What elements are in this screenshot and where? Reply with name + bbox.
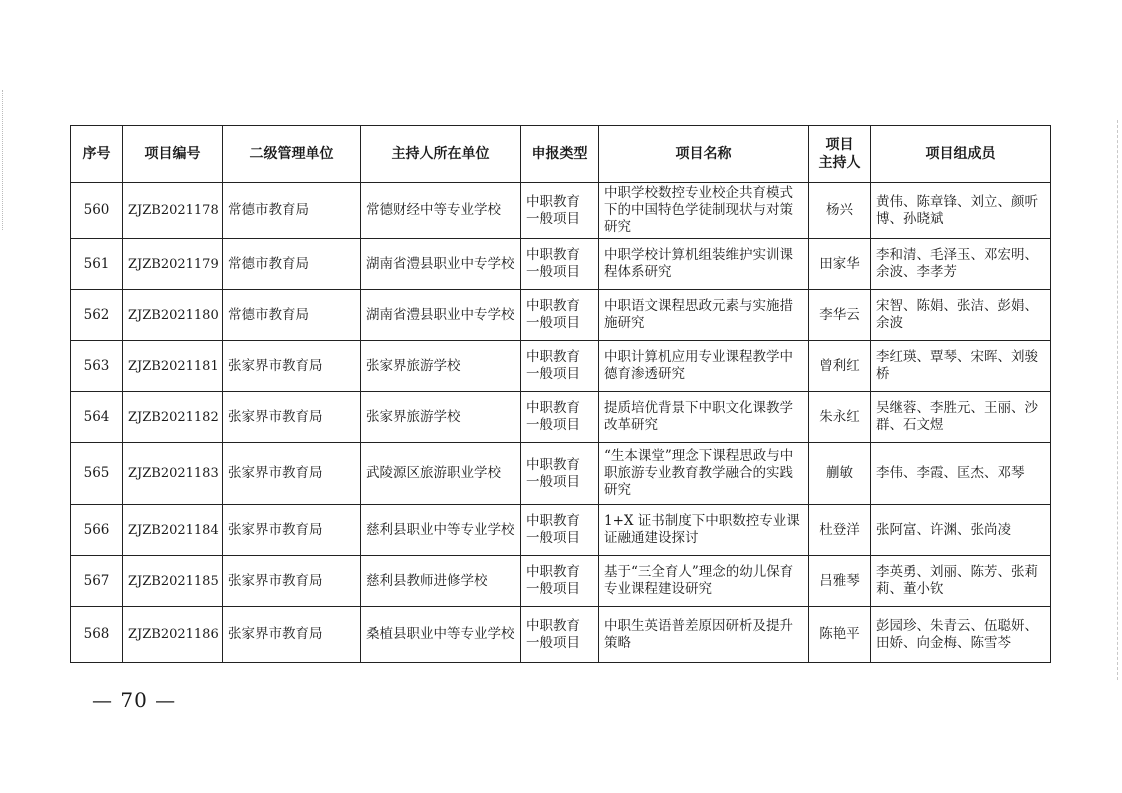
cell-seq: 566	[71, 505, 123, 556]
cell-org: 桑植县职业中等专业学校	[361, 607, 521, 663]
header-type: 申报类型	[521, 126, 599, 183]
cell-unit: 常德市教育局	[223, 239, 361, 290]
cell-code: ZJZB2021184	[123, 505, 223, 556]
cell-code: ZJZB2021182	[123, 392, 223, 443]
header-host-line1: 项目	[825, 137, 854, 153]
cell-code: ZJZB2021186	[123, 607, 223, 663]
cell-seq: 567	[71, 556, 123, 607]
cell-unit: 张家界市教育局	[223, 341, 361, 392]
cell-host: 杜登洋	[809, 505, 871, 556]
table-row	[71, 239, 1051, 290]
cell-type: 中职教育一般项目	[521, 392, 599, 443]
cell-members: 李英勇、刘丽、陈芳、张莉莉、董小钦	[871, 556, 1051, 607]
cell-org: 慈利县职业中等专业学校	[361, 505, 521, 556]
cell-members: 张阿富、许渊、张尚凌	[871, 505, 1051, 556]
table-row	[71, 505, 1051, 556]
cell-name: 中职生英语普差原因研析及提升策略	[599, 607, 809, 663]
cell-name: 1+X 证书制度下中职数控专业课证融通建设探讨	[599, 505, 809, 556]
cell-unit: 张家界市教育局	[223, 392, 361, 443]
cell-type: 中职教育一般项目	[521, 183, 599, 239]
cell-seq: 562	[71, 290, 123, 341]
header-org: 主持人所在单位	[361, 126, 521, 183]
cell-unit: 张家界市教育局	[223, 607, 361, 663]
scan-edge-mark	[1107, 120, 1118, 680]
cell-name: 中职计算机应用专业课程教学中德育渗透研究	[599, 341, 809, 392]
cell-name: 中职学校数控专业校企共育模式下的中国特色学徒制现状与对策研究	[599, 183, 809, 239]
cell-name: 中职学校计算机组装维护实训课程体系研究	[599, 239, 809, 290]
cell-org: 湖南省澧县职业中专学校	[361, 239, 521, 290]
cell-type: 中职教育一般项目	[521, 239, 599, 290]
project-table	[70, 125, 1051, 663]
cell-members: 吴继蓉、李胜元、王丽、沙群、石文煜	[871, 392, 1051, 443]
table-row	[71, 183, 1051, 239]
header-name: 项目名称	[599, 126, 809, 183]
cell-code: ZJZB2021183	[123, 443, 223, 505]
cell-unit: 常德市教育局	[223, 290, 361, 341]
cell-code: ZJZB2021180	[123, 290, 223, 341]
cell-host: 曾利红	[809, 341, 871, 392]
cell-host: 吕雅琴	[809, 556, 871, 607]
table-row	[71, 607, 1051, 663]
cell-host: 田家华	[809, 239, 871, 290]
cell-code: ZJZB2021181	[123, 341, 223, 392]
cell-members: 李和清、毛泽玉、邓宏明、余波、李孝芳	[871, 239, 1051, 290]
table-row	[71, 556, 1051, 607]
cell-type: 中职教育一般项目	[521, 443, 599, 505]
binding-margin-mark	[2, 90, 6, 230]
cell-host: 陈艳平	[809, 607, 871, 663]
cell-host: 杨兴	[809, 183, 871, 239]
cell-code: ZJZB2021178	[123, 183, 223, 239]
cell-members: 宋智、陈娟、张洁、彭娟、余波	[871, 290, 1051, 341]
cell-type: 中职教育一般项目	[521, 290, 599, 341]
table-header-row	[71, 126, 1051, 183]
cell-name: 中职语文课程思政元素与实施措施研究	[599, 290, 809, 341]
cell-members: 黄伟、陈章锋、刘立、颜听博、孙晓斌	[871, 183, 1051, 239]
cell-org: 张家界旅游学校	[361, 341, 521, 392]
cell-unit: 常德市教育局	[223, 183, 361, 239]
cell-code: ZJZB2021185	[123, 556, 223, 607]
cell-unit: 张家界市教育局	[223, 443, 361, 505]
cell-unit: 张家界市教育局	[223, 505, 361, 556]
header-host-line2: 主持人	[818, 155, 861, 171]
page-number: — 70 —	[92, 688, 177, 712]
table-row	[71, 392, 1051, 443]
cell-type: 中职教育一般项目	[521, 607, 599, 663]
header-code: 项目编号	[123, 126, 223, 183]
cell-host: 李华云	[809, 290, 871, 341]
cell-members: 李伟、李霞、匡杰、邓琴	[871, 443, 1051, 505]
cell-members: 彭园珍、朱青云、伍聪妍、田娇、向金梅、陈雪芩	[871, 607, 1051, 663]
table-row	[71, 443, 1051, 505]
cell-code: ZJZB2021179	[123, 239, 223, 290]
cell-seq: 564	[71, 392, 123, 443]
cell-name: “生本课堂”理念下课程思政与中职旅游专业教育教学融合的实践研究	[599, 443, 809, 505]
cell-type: 中职教育一般项目	[521, 505, 599, 556]
cell-seq: 568	[71, 607, 123, 663]
cell-org: 张家界旅游学校	[361, 392, 521, 443]
cell-seq: 563	[71, 341, 123, 392]
cell-host: 朱永红	[809, 392, 871, 443]
table-row	[71, 290, 1051, 341]
cell-seq: 561	[71, 239, 123, 290]
table-row	[71, 341, 1051, 392]
header-seq: 序号	[71, 126, 123, 183]
cell-type: 中职教育一般项目	[521, 556, 599, 607]
cell-org: 常德财经中等专业学校	[361, 183, 521, 239]
cell-name: 基于“三全育人”理念的幼儿保育专业课程建设研究	[599, 556, 809, 607]
cell-host: 蒯敏	[809, 443, 871, 505]
cell-unit: 张家界市教育局	[223, 556, 361, 607]
header-members: 项目组成员	[871, 126, 1051, 183]
cell-name: 提质培优背景下中职文化课教学改革研究	[599, 392, 809, 443]
header-host	[809, 126, 871, 183]
cell-seq: 565	[71, 443, 123, 505]
cell-org: 湖南省澧县职业中专学校	[361, 290, 521, 341]
header-unit: 二级管理单位	[223, 126, 361, 183]
cell-org: 武陵源区旅游职业学校	[361, 443, 521, 505]
cell-org: 慈利县教师进修学校	[361, 556, 521, 607]
cell-type: 中职教育一般项目	[521, 341, 599, 392]
cell-seq: 560	[71, 183, 123, 239]
cell-members: 李红瑛、覃琴、宋晖、刘骏桥	[871, 341, 1051, 392]
